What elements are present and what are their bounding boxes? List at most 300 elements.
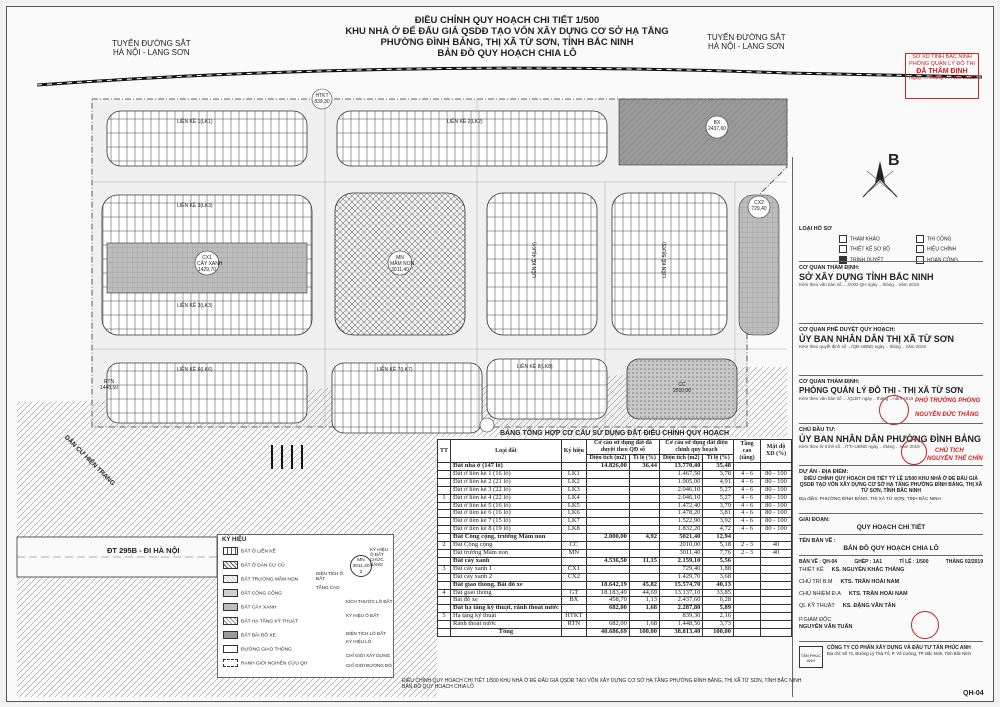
table-cell-density: 80 - 100 bbox=[761, 510, 792, 518]
title-line-2: KHU NHÀ Ở ĐỂ ĐẤU GIÁ QSDĐ TẠO VỐN XÂY DỰNG CƠ SỞ HẠ TẦNG bbox=[345, 26, 669, 37]
th-old: Cơ cấu sử dụng đất đã duyệt theo QĐ số bbox=[586, 440, 659, 455]
legend-label: ĐẤT CÂY XANH bbox=[241, 605, 277, 611]
table-cell-old-pct: 1,68 bbox=[629, 621, 659, 629]
table-cell-floors bbox=[734, 581, 761, 589]
legend-label: ĐẤT CÔNG CỘNG bbox=[241, 591, 282, 597]
table-cell-tt bbox=[438, 478, 451, 486]
drawing-meta-row bbox=[799, 555, 983, 566]
table-cell-new-area: 1.472,40 bbox=[659, 502, 702, 510]
legend-right-item: KÝ HIỆU Ô ĐẤT CHỨC NĂNG bbox=[370, 547, 389, 567]
th-ti-le-new: Tỉ lệ (%) bbox=[703, 455, 734, 463]
table-cell-new-pct: 3,79 bbox=[703, 502, 734, 510]
table-cell-old-area: 682,00 bbox=[586, 605, 629, 613]
table-cell-floors: 4 - 6 bbox=[734, 526, 761, 534]
legend-label: RANH GIỚI NGHIÊN CỨU QH bbox=[241, 661, 308, 667]
cc-code: CC bbox=[678, 382, 686, 388]
stamp-line-4: Ngày ... tháng ... năm 2019 bbox=[908, 75, 976, 81]
table-cell-code: RTN bbox=[561, 621, 586, 629]
table-cell-density bbox=[761, 621, 792, 629]
table-cell-new-area: 2.046,10 bbox=[659, 494, 702, 502]
title-block-panel bbox=[792, 152, 989, 697]
table-cell-name: Đất ở liền kề 5 (16 lô) bbox=[451, 502, 562, 510]
meta-ti-le: TỈ LỆ : 1/500 bbox=[899, 559, 929, 565]
cx2-code: CX2 bbox=[754, 200, 764, 206]
table-cell-density: 80 - 100 bbox=[761, 470, 792, 478]
legend-sample-area: 3011,40 bbox=[352, 564, 370, 569]
table-cell-density: 80 - 100 bbox=[761, 486, 792, 494]
drawing-sheet bbox=[6, 6, 994, 702]
ten-ban-ve-value: BẢN ĐỒ QUY HOẠCH CHIA LÔ bbox=[843, 545, 939, 552]
dia-diem: Địa điểm: PHƯỜNG ĐÌNH BẢNG, THỊ XÃ TỪ SƠN, TỈNH BẮC NINH bbox=[799, 496, 941, 501]
table-cell-name: Đất nhà ở (147 lô) bbox=[451, 463, 562, 471]
road-label-existing: DÂN CƯ HIỆN TRẠNG bbox=[62, 434, 117, 488]
chu-dau-tu-note: Kèm theo tờ trình số .../TTr-UBND ngày .. tháng .. năm 2019 bbox=[799, 444, 920, 449]
phe-duyet-label: CƠ QUAN PHÊ DUYỆT QUY HOẠCH: bbox=[799, 327, 896, 333]
checkbox-icon bbox=[839, 245, 847, 253]
railway-route-right: HÀ NỘI - LẠNG SƠN bbox=[707, 42, 785, 51]
table-cell-old-area bbox=[586, 478, 629, 486]
table-cell-code: HTKT bbox=[561, 613, 586, 621]
checkbox-icon bbox=[839, 235, 847, 243]
legend-sample-floors: 2 bbox=[359, 570, 363, 575]
giai-doan-label: GIAI ĐOẠN: bbox=[799, 517, 830, 523]
legend-item bbox=[223, 603, 313, 612]
legend-swatch bbox=[223, 659, 238, 667]
table-cell-new-pct: 6,28 bbox=[703, 597, 734, 605]
chu-dau-tu-section bbox=[799, 423, 983, 449]
table-cell-old-pct bbox=[629, 478, 659, 486]
legend-right-item: KÝ HIỆU Ô ĐẤT bbox=[346, 613, 380, 618]
tham-dinh2-label: CƠ QUAN THẨM ĐỊNH: bbox=[799, 379, 860, 385]
company-address: Địa chỉ: Số 71, Đường Lý Thái Tổ, P. Võ Cường, TP. Bắc Ninh, Tỉnh Bắc Ninh bbox=[827, 651, 971, 656]
table-cell-new-pct: 7,76 bbox=[703, 549, 734, 557]
label-cx1 bbox=[197, 255, 223, 273]
table-cell-floors: 4 - 6 bbox=[734, 510, 761, 518]
tham-dinh2-note: Kèm theo văn bản số ..../QLĐT ngày .. tháng .. năm 2019 bbox=[799, 396, 914, 401]
legend-label: ĐẤT BÃI ĐỖ XE bbox=[241, 633, 276, 639]
sign-name: KTS. TRẦN HOÀI NAM bbox=[848, 591, 908, 597]
table-cell-density bbox=[761, 597, 792, 605]
table-cell-old-pct bbox=[629, 510, 659, 518]
drawing-title bbox=[307, 15, 707, 59]
table-cell-old-pct bbox=[629, 494, 659, 502]
legend-swatch bbox=[223, 603, 238, 611]
table-cell-floors bbox=[734, 557, 761, 565]
cx1-code: CX1 bbox=[202, 255, 212, 261]
north-letter: B bbox=[888, 152, 900, 169]
mn-area: 3011,40 bbox=[391, 267, 409, 273]
table-cell-density bbox=[761, 629, 792, 637]
table-cell-code: LK6 bbox=[561, 510, 586, 518]
table-cell-name: Đất Công cộng, trường Mầm non bbox=[451, 534, 562, 542]
table-cell-tt bbox=[438, 502, 451, 510]
table-cell-floors: 4 - 6 bbox=[734, 502, 761, 510]
legend-swatch bbox=[223, 547, 238, 555]
table-cell-floors: 4 - 6 bbox=[734, 486, 761, 494]
loai-ho-so-label: LOẠI HỒ SƠ bbox=[799, 226, 832, 232]
table-cell-name: Đất ở liền kề 4 (22 lô) bbox=[451, 494, 562, 502]
option-thiet-ke-so-bo[interactable] bbox=[839, 245, 906, 253]
tham-dinh-agency: SỞ XÂY DỰNG TỈNH BẮC NINH bbox=[799, 272, 934, 282]
table-cell-new-pct: 4,91 bbox=[703, 478, 734, 486]
sign-role: CHỦ TRÌ B.M bbox=[799, 579, 833, 585]
sign-name: KTS. TRẦN HOÀI NAM bbox=[840, 579, 900, 585]
table-cell-tt: 3 bbox=[438, 565, 451, 573]
legend-sample-code: MN bbox=[357, 558, 365, 563]
railway-route-left: HÀ NỘI - LẠNG SƠN bbox=[112, 48, 190, 57]
table-cell-old-pct: 11,15 bbox=[629, 557, 659, 565]
table-cell-name: Đất Công cộng bbox=[451, 542, 562, 550]
table-cell-density bbox=[761, 573, 792, 581]
legend-label: ĐƯỜNG GIAO THÔNG bbox=[241, 647, 292, 653]
company-name: CÔNG TY CỔ PHẦN XÂY DỰNG VÀ ĐẦU TƯ TÂN PHÚC ANH bbox=[827, 645, 971, 651]
label-lk2: LIỀN KỀ 2(LK2) bbox=[447, 119, 483, 125]
table-cell-density: 80 - 100 bbox=[761, 494, 792, 502]
ten-ban-ve-label: TÊN BẢN VẼ : bbox=[799, 538, 836, 544]
table-cell-new-pct: 2,16 bbox=[703, 613, 734, 621]
table-cell-old-pct bbox=[629, 542, 659, 550]
block-lk4 bbox=[487, 193, 597, 335]
table-cell-tt: 4 bbox=[438, 589, 451, 597]
loai-ho-so-section bbox=[799, 225, 983, 264]
footer-line-1: ĐIỀU CHỈNH QUY HOẠCH CHI TIẾT 1/500 KHU NHÀ Ở ĐỂ ĐẤU GIÁ QSDĐ TẠO VỐN XÂY DỰNG CƠ SỞ HẠ TẦNG PHƯỜNG ĐÌNH BẢNG, THỊ XÃ TỪ SƠN, TỈNH BẮC NINH bbox=[402, 678, 802, 684]
legend-right-item: DIỆN TÍCH Ô ĐẤT bbox=[316, 571, 344, 581]
table-cell-floors bbox=[734, 589, 761, 597]
table-cell-old-pct: 1,13 bbox=[629, 597, 659, 605]
option-label: TRÌNH DUYỆT bbox=[850, 256, 884, 263]
sign-row-chu-tri bbox=[799, 579, 983, 586]
sign-name: KS. ĐẶNG VĂN TÂN bbox=[842, 603, 896, 609]
table-cell-code: LK2 bbox=[561, 478, 586, 486]
table-cell-density: 80 - 100 bbox=[761, 478, 792, 486]
company-block bbox=[799, 641, 983, 679]
table-cell-new-area: 2.437,60 bbox=[659, 597, 702, 605]
tham-dinh-section bbox=[799, 261, 983, 287]
th-mat-do: Mật độ XD (%) bbox=[761, 440, 792, 463]
cc-area: 2010,00 bbox=[672, 388, 692, 394]
table-cell-tt bbox=[438, 629, 451, 637]
sign-row-ql-ky-thuat bbox=[799, 603, 983, 610]
table-cell-old-area bbox=[586, 486, 629, 494]
table-cell-floors: 4 - 6 bbox=[734, 470, 761, 478]
table-cell-name: Đất ở liền kề 8 (19 lô) bbox=[451, 526, 562, 534]
label-cx2 bbox=[749, 200, 769, 212]
legend-right-item: CHỈ GIỚI ĐƯỜNG ĐỎ bbox=[346, 663, 392, 668]
label-lk3: LIỀN KỀ 3(LK3) bbox=[177, 203, 213, 209]
legend-item bbox=[223, 631, 313, 640]
table-cell-old-area bbox=[586, 542, 629, 550]
railway-name-left: TUYẾN ĐƯỜNG SẮT bbox=[112, 39, 191, 48]
giai-doan-value: QUY HOẠCH CHI TIẾT bbox=[856, 524, 926, 531]
legend-label: ĐẤT Ở DÂN CƯ CŨ bbox=[241, 563, 285, 569]
du-an-name: ĐIỀU CHỈNH QUY HOẠCH CHI TIẾT TỶ LỆ 1/500 KHU NHÀ Ở ĐỂ ĐẤU GIÁ QSDĐ TẠO VỐN XÂY DỰNG CƠ SỞ HẠ TẦNG PHƯỜNG ĐÌNH BẢNG, THỊ XÃ TỪ SƠN, TỈNH BẮC NINH bbox=[799, 476, 983, 494]
th-ti-le-old: Tỉ lệ (%) bbox=[629, 455, 659, 463]
table-cell-new-pct: 3,73 bbox=[703, 621, 734, 629]
footer-line-2: BẢN ĐỒ QUY HOẠCH CHIA LÔ bbox=[402, 684, 474, 690]
option-tham-khao[interactable] bbox=[839, 235, 906, 243]
option-thi-cong[interactable] bbox=[916, 235, 983, 243]
table-cell-new-pct: 3,68 bbox=[703, 573, 734, 581]
label-lk4: LIỀN KỀ 4(LK4) bbox=[531, 242, 538, 278]
table-cell-new-area: 1.832,20 bbox=[659, 526, 702, 534]
option-label: HOÀN CÔNG bbox=[927, 256, 958, 263]
table-cell-code bbox=[561, 581, 586, 589]
red-seal-icon bbox=[901, 439, 927, 465]
label-lk1: LIỀN KỀ 1(LK1) bbox=[177, 119, 213, 125]
table-cell-name: Đất ở liền kề 2 (21 lô) bbox=[451, 478, 562, 486]
table-cell-old-pct: 100,00 bbox=[629, 629, 659, 637]
stamp-line-3: ĐÃ THẨM ĐỊNH bbox=[916, 68, 968, 75]
table-cell-old-pct: 4,92 bbox=[629, 534, 659, 542]
table-total-row bbox=[438, 629, 792, 637]
table-cell-floors bbox=[734, 573, 761, 581]
phe-duyet-section bbox=[799, 323, 983, 349]
tham-dinh-label: CƠ QUAN THẨM ĐỊNH: bbox=[799, 265, 860, 271]
table-cell-name: Tổng bbox=[451, 629, 562, 637]
table-cell-density: 80 - 100 bbox=[761, 502, 792, 510]
sign-row-pgd bbox=[799, 617, 983, 631]
railway-label-left bbox=[112, 39, 191, 57]
th-ky-hieu: Ký hiệu bbox=[561, 440, 586, 463]
table-cell-new-area: 2010,00 bbox=[659, 542, 702, 550]
mn-name: MẦM NON bbox=[390, 261, 415, 267]
option-hieu-chinh[interactable] bbox=[916, 245, 983, 253]
railway-name-right: TUYẾN ĐƯỜNG SẮT bbox=[707, 33, 786, 42]
table-row bbox=[438, 565, 792, 573]
table-row bbox=[438, 573, 792, 581]
table-cell-density bbox=[761, 557, 792, 565]
legend-swatch bbox=[223, 645, 238, 653]
road-label-dt295b: ĐT 295B - ĐI HÀ NỘI bbox=[107, 546, 180, 555]
legend-swatch bbox=[223, 575, 238, 583]
table-cell-density: 80 - 100 bbox=[761, 526, 792, 534]
table-cell-floors bbox=[734, 621, 761, 629]
meta-thang: THÁNG 02/2019 bbox=[945, 559, 983, 565]
ten-ban-ve-section bbox=[799, 534, 983, 553]
rtn-code: RTN bbox=[103, 379, 115, 385]
sign-row-chu-nhiem bbox=[799, 591, 983, 598]
north-arrow-icon bbox=[855, 152, 905, 208]
cx2-area: 729,40 bbox=[751, 206, 767, 212]
tham-dinh2-agency: PHÒNG QUẢN LÝ ĐÔ THỊ - THỊ XÃ TỪ SƠN bbox=[799, 386, 964, 395]
legend-right-item: KÝ HIỆU LÔ bbox=[346, 639, 372, 644]
table-cell-new-pct: 35,48 bbox=[703, 463, 734, 471]
table-cell-old-pct bbox=[629, 502, 659, 510]
sign-name: NGUYỄN VĂN TUẤN bbox=[799, 624, 853, 630]
table-cell-name: Đất hạ tầng kỹ thuật, rãnh thoát nước bbox=[451, 605, 562, 613]
table-cell-code: CX2 bbox=[561, 573, 586, 581]
table-cell-floors bbox=[734, 613, 761, 621]
label-lk5: LIỀN KỀ 5(LK5) bbox=[661, 242, 668, 278]
table-cell-name: Đất ở liền kề 7 (15 lô) bbox=[451, 518, 562, 526]
table-cell-new-pct: 5,56 bbox=[703, 557, 734, 565]
table-cell-new-pct: 5,89 bbox=[703, 605, 734, 613]
legend-item bbox=[223, 575, 313, 584]
legend-label: ĐẤT HẠ TẦNG KỸ THUẬT bbox=[241, 619, 299, 625]
ht-code: HTKT bbox=[315, 93, 329, 99]
table-cell-old-pct bbox=[629, 486, 659, 494]
legend-label: ĐẤT Ở LIỀN KỀ bbox=[241, 549, 276, 555]
table-cell-old-pct: 45,82 bbox=[629, 581, 659, 589]
legend-item bbox=[223, 645, 313, 654]
du-an-label: DỰ ÁN - ĐỊA ĐIỂM: bbox=[799, 469, 849, 475]
legend-item bbox=[223, 547, 313, 556]
table-cell-new-area: 38.813,40 bbox=[659, 629, 702, 637]
table-cell-new-pct: 4,72 bbox=[703, 526, 734, 534]
table-cell-code: CX1 bbox=[561, 565, 586, 573]
table-cell-density bbox=[761, 565, 792, 573]
sign-role: CHỦ NHIỆM Đ.A bbox=[799, 591, 841, 597]
table-cell-density: 40 bbox=[761, 542, 792, 550]
signer1-name: NGUYỄN ĐỨC THẮNG bbox=[915, 412, 979, 418]
table-cell-density: 40 bbox=[761, 549, 792, 557]
legend-right-item: TẦNG CAO bbox=[316, 585, 340, 590]
table-cell-floors: 4 - 6 bbox=[734, 494, 761, 502]
legend-swatch bbox=[223, 617, 238, 625]
table-cell-floors: 4 - 6 bbox=[734, 478, 761, 486]
table-cell-floors bbox=[734, 597, 761, 605]
cx1-area: 1429,70 bbox=[197, 267, 217, 273]
table-cell-floors bbox=[734, 565, 761, 573]
table-cell-tt: 2 bbox=[438, 542, 451, 550]
stamp-line-2: PHÒNG QUẢN LÝ ĐÔ THỊ bbox=[909, 61, 975, 67]
table-cell-new-pct: 5,18 bbox=[703, 542, 734, 550]
table-cell-floors bbox=[734, 629, 761, 637]
label-lk7: LIỀN KỀ 7(LK7) bbox=[377, 367, 413, 373]
label-lk8: LIỀN KỀ 8(LK8) bbox=[517, 364, 553, 370]
option-label: THI CÔNG bbox=[927, 236, 952, 243]
table-cell-tt: 1 bbox=[438, 494, 451, 502]
table-cell-name: Đất cây xanh 1 bbox=[451, 565, 562, 573]
table-cell-new-area: 1.478,20 bbox=[659, 510, 702, 518]
table-cell-new-area: 1.429,70 bbox=[659, 573, 702, 581]
table-cell-code: LK1 bbox=[561, 470, 586, 478]
table-cell-new-area: 1.467,50 bbox=[659, 470, 702, 478]
land-use-table bbox=[437, 439, 792, 637]
table-cell-code: LK4 bbox=[561, 494, 586, 502]
signer2-role: CHỦ TỊCH bbox=[935, 448, 964, 454]
mn-code: MN bbox=[396, 255, 404, 261]
label-mn bbox=[390, 255, 415, 273]
label-ht bbox=[312, 93, 332, 105]
table-cell-name: Hạ tầng kỹ thuật bbox=[451, 613, 562, 621]
block-lk5 bbox=[612, 193, 727, 335]
stamp-line-1: SỞ XD TỈNH BẮC NINH bbox=[912, 54, 972, 60]
table-cell-density bbox=[761, 605, 792, 613]
label-lk3-south: LIỀN KỀ 3(LK3) bbox=[177, 303, 213, 309]
bx-area: 2437,60 bbox=[707, 126, 727, 132]
table-cell-new-area: 1.522,90 bbox=[659, 518, 702, 526]
table-cell-tt bbox=[438, 581, 451, 589]
table-cell-new-area: 2.287,80 bbox=[659, 605, 702, 613]
table-cell-new-pct: 33,85 bbox=[703, 589, 734, 597]
table-cell-old-area: 18.642,19 bbox=[586, 581, 629, 589]
table-cell-new-pct: 1,88 bbox=[703, 565, 734, 573]
table-cell-new-area: 2.159,10 bbox=[659, 557, 702, 565]
table-cell-density bbox=[761, 613, 792, 621]
table-cell-tt bbox=[438, 518, 451, 526]
table-cell-tt: 5 bbox=[438, 613, 451, 621]
ht-area: 839,30 bbox=[314, 99, 330, 105]
table-cell-floors: 2 - 3 bbox=[734, 542, 761, 550]
railway-label-right bbox=[707, 33, 786, 51]
table-cell-code: LK5 bbox=[561, 502, 586, 510]
table-cell-name: Đất ở liền kề 1 (16 lô) bbox=[451, 470, 562, 478]
table-cell-floors bbox=[734, 605, 761, 613]
table-cell-code: MN bbox=[561, 549, 586, 557]
table-cell-name: Đất ở liền kề 3 (22 lô) bbox=[451, 486, 562, 494]
table-cell-old-area bbox=[586, 565, 629, 573]
meta-ban-ve: BẢN VẼ : QH-04 bbox=[799, 559, 838, 565]
label-lk6: LIỀN KỀ 6(LK6) bbox=[177, 367, 213, 373]
table-cell-new-pct: 40,13 bbox=[703, 581, 734, 589]
table-cell-code: GT bbox=[561, 589, 586, 597]
legend-swatch bbox=[223, 631, 238, 639]
label-rtn bbox=[99, 379, 119, 391]
table-cell-old-pct: 44,69 bbox=[629, 589, 659, 597]
table-cell-code bbox=[561, 629, 586, 637]
th-dien-tich-new: Diện tích (m2) bbox=[659, 455, 702, 463]
sheet-footer bbox=[402, 678, 912, 690]
title-line-1: ĐIỀU CHỈNH QUY HOẠCH CHI TIẾT 1/500 bbox=[414, 15, 600, 26]
table-cell-tt bbox=[438, 573, 451, 581]
table-cell-new-pct: 12,94 bbox=[703, 534, 734, 542]
legend-swatch bbox=[223, 561, 238, 569]
cx1-name: CÂY XANH bbox=[197, 261, 223, 267]
table-cell-old-area bbox=[586, 502, 629, 510]
sign-name: KS. NGUYỄN KHẮC THẮNG bbox=[831, 567, 905, 573]
legend-item bbox=[223, 589, 313, 598]
table-row bbox=[438, 486, 792, 494]
railway-line bbox=[37, 68, 982, 85]
option-label: HIỆU CHỈNH bbox=[927, 246, 957, 253]
table-cell-tt bbox=[438, 597, 451, 605]
legend-right-item: KÍCH THƯỚC LÔ ĐẤT bbox=[346, 599, 393, 604]
table-cell-tt bbox=[438, 470, 451, 478]
table-cell-old-pct: 1,68 bbox=[629, 605, 659, 613]
table-cell-new-area: 729,40 bbox=[659, 565, 702, 573]
table-cell-old-area: 4.536,50 bbox=[586, 557, 629, 565]
th-tang-cao: Tầng cao (tầng) bbox=[734, 440, 761, 463]
table-cell-code: LK7 bbox=[561, 518, 586, 526]
sign-role: P.GIÁM ĐỐC bbox=[799, 617, 832, 623]
bx-code: BX bbox=[713, 120, 721, 126]
legend-title: KÝ HIỆU bbox=[222, 537, 247, 543]
table-cell-old-pct: 36,44 bbox=[629, 463, 659, 471]
table-cell-new-area: 13.770,40 bbox=[659, 463, 702, 471]
legend-right-item: DIỆN TÍCH LÔ ĐẤT bbox=[346, 631, 386, 636]
approval-stamp-top bbox=[905, 53, 979, 99]
table-cell-old-area: 682,00 bbox=[586, 621, 629, 629]
table-cell-old-area bbox=[586, 494, 629, 502]
table-cell-new-pct: 100,00 bbox=[703, 629, 734, 637]
table-cell-floors: 4 - 6 bbox=[734, 518, 761, 526]
table-cell-old-pct bbox=[629, 518, 659, 526]
table-cell-new-area: 15.574,70 bbox=[659, 581, 702, 589]
checkbox-icon bbox=[916, 245, 924, 253]
table-cell-new-area: 2.046,10 bbox=[659, 486, 702, 494]
table-cell-name: Đất giao thông bbox=[451, 589, 562, 597]
table-cell-old-area: 458,70 bbox=[586, 597, 629, 605]
table-cell-new-area: 5021,40 bbox=[659, 534, 702, 542]
table-cell-old-area: 40.686,69 bbox=[586, 629, 629, 637]
map-legend bbox=[217, 534, 394, 678]
red-seal-icon bbox=[879, 395, 909, 425]
table-cell-name: Bãi đỗ xe bbox=[451, 597, 562, 605]
table-cell-new-pct: 3,78 bbox=[703, 470, 734, 478]
block-lk7 bbox=[332, 363, 482, 433]
table-cell-new-area: 3011,40 bbox=[659, 549, 702, 557]
